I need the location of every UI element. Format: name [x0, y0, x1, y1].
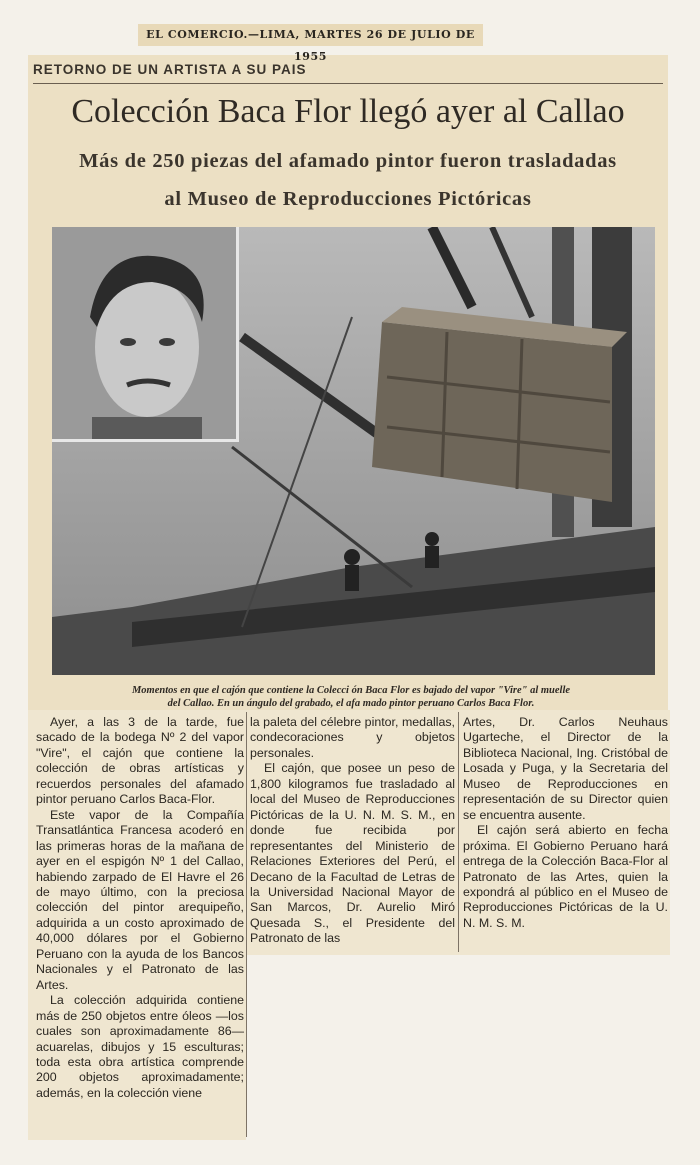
paragraph: Este vapor de la Compañía Transatlántica Francesa acoderó en las primeras horas de la mañana de ayer en el espigón Nº 1 del Callao, habiendo zarpado de El Havre el 26 de mayo último, con la preciosa colección del pintor arequipeño, adquirida a un costo aproximado de 40,000 dólares por el Gobierno Peruano con la ayuda de los Bancos Nacionales y el Patronato de las Artes. [36, 807, 244, 992]
article-column-1 [36, 715, 244, 1101]
kicker: RETORNO DE UN ARTISTA A SU PAIS [33, 62, 307, 77]
portrait-inset [52, 227, 239, 442]
paragraph: El cajón será abierto en fecha próxima. El Gobierno Peruano hará entrega de la Colección Baca-Flor al Patronato de las Artes, quien la expondrá al público en el Museo de Reproducciones Pictóricas de la U. N. M. S. M. [463, 823, 668, 930]
kicker-rule [33, 83, 663, 84]
news-photo [52, 227, 655, 675]
paragraph: Ayer, a las 3 de la tarde, fue sacado de la bodega Nº 2 del vapor "Vire", el cajón que contiene la colección de obras artísticas y recuerdos personales del afamado pintor peruano Carlos Baca-Flor. [36, 715, 244, 807]
paragraph: El cajón, que posee un peso de 1,800 kilogramos fue trasladado al local del Museo de Reproducciones Pictóricas de la U. N. M. S. M., en donde fue recibida por representantes del Ministerio de Relaciones Exteriores del Perú, el Decano de la Facultad de Letras de la Universidad Nacional Mayor de San Marcos, Dr. Aurelio Miró Quesada S., el Presidente del Patronato de las [250, 761, 455, 946]
caption-line-2: del Callao. En un ángulo del grabado, el afa mado pintor peruano Carlos Baca Flor. [167, 698, 535, 709]
column-rule [246, 712, 247, 1137]
article-column-3 [463, 715, 668, 931]
subheadline [33, 142, 663, 218]
caption-line-1: Momentos en que el cajón que contiene la Colecci ón Baca Flor es bajado del vapor "Vire" al muelle [131, 685, 571, 696]
article-column-2 [250, 715, 455, 947]
photo-caption [40, 684, 662, 710]
subhead-line-2: al Museo de Reproducciones Pictóricas [164, 188, 532, 210]
paragraph: La colección adquirida contiene más de 250 objetos entre óleos —los cuales son aproximadamente 86— acuarelas, dibujos y 15 esculturas; toda esta obra artística comprende 200 objetos aproximadamente; además, en la colección viene [36, 993, 244, 1100]
paragraph: la paleta del célebre pintor, medallas, condecoraciones y objetos personales. [250, 715, 455, 760]
subhead-line-1: Más de 250 piezas del afamado pintor fueron trasladadas [79, 150, 617, 172]
headline: Colección Baca Flor llegó ayer al Callao [71, 93, 625, 130]
column-rule [458, 712, 459, 952]
paragraph: Artes, Dr. Carlos Neuhaus Ugarteche, el Director de la Biblioteca Nacional, Ing. Cristóbal de Losada y Puga, y la Secretaria del Museo de Reproducciones en representación de su Director quien se encuentra ausente. [463, 715, 668, 822]
portrait-photo [52, 227, 236, 439]
dateline: EL COMERCIO.—LIMA, MARTES 26 DE JULIO DE 1955 [138, 24, 483, 46]
